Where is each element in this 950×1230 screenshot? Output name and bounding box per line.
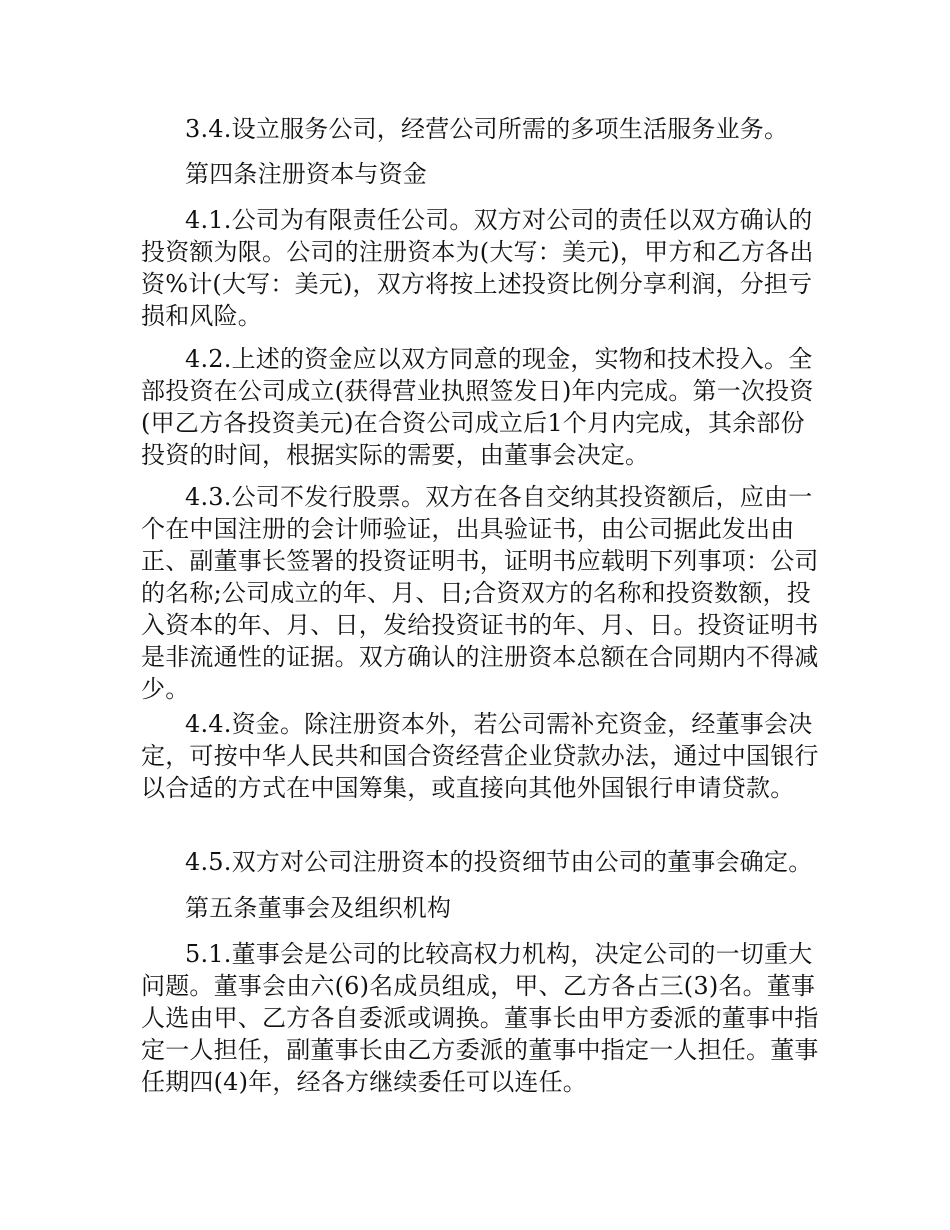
paragraph-4-4: 4.4.资金。除注册资本外，若公司需补充资金，经董事会决定，可按中华人民共和国合资经营企业贷款办法，通过中国银行以合适的方式在中国筹集，或直接向其他外国银行申请贷款。 [141, 710, 819, 802]
paragraph-4-1: 4.1.公司为有限责任公司。双方对公司的责任以双方确认的投资额为限。公司的注册资本为(大写：美元)，甲方和乙方各出资%计(大写：美元)，双方将按上述投资比例分享利润，分担亏损和风险。 [141, 206, 814, 330]
heading-article-4: 第四条注册资本与资金 [185, 160, 427, 188]
paragraph-4-2: 4.2.上述的资金应以双方同意的现金，实物和技术投入。全部投资在公司成立(获得营业执照签发日)年内完成。第一次投资(甲乙方各投资美元)在合资公司成立后1个月内完成，其余部份投资的时间，根据实际的需要，由董事会决定。 [141, 345, 814, 469]
heading-article-5: 第五条董事会及组织机构 [185, 894, 452, 922]
paragraph-4-3: 4.3.公司不发行股票。双方在各自交纳其投资额后，应由一个在中国注册的会计师验证，出具验证书，由公司据此发出由正、副董事长签署的投资证明书，证明书应载明下列事项：公司的名称;公司成立的年、月、日;合资双方的名称和投资数额，投入资本的年、月、日，发给投资证书的年、月、日。投资证明书是非流通性的证据。双方确认的注册资本总额在合同期内不得减少。 [141, 483, 819, 703]
paragraph-4-5: 4.5.双方对公司注册资本的投资细节由公司的董事会确定。 [185, 848, 813, 876]
paragraph-3-4: 3.4.设立服务公司，经营公司所需的多项生活服务业务。 [185, 115, 789, 143]
paragraph-5-1: 5.1.董事会是公司的比较高权力机构，决定公司的一切重大问题。董事会由六(6)名成员组成，甲、乙方各占三(3)名。董事人选由甲、乙方各自委派或调换。董事长由甲方委派的董事中指定一人担任，副董事长由乙方委派的董事中指定一人担任。董事任期四(4)年，经各方继续委任可以连任。 [141, 940, 819, 1096]
